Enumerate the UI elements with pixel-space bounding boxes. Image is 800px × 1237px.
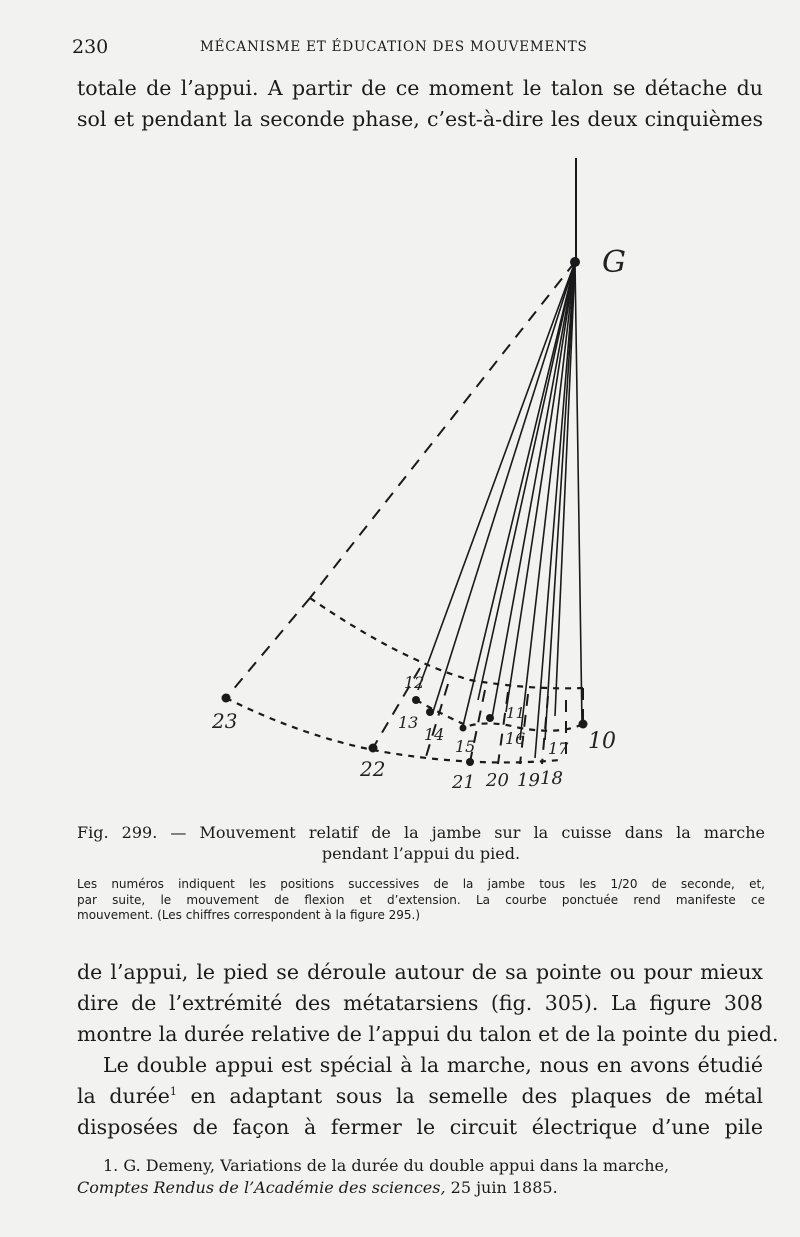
label-18: 18 xyxy=(540,768,563,789)
point-14 xyxy=(460,725,467,732)
text-line: disposées de façon à fermer le circuit électrique d’une pile xyxy=(77,1115,763,1139)
text-line: Le double appui est spécial à la marche, nous en avons étudié xyxy=(103,1053,763,1077)
label-10: 10 xyxy=(588,729,616,754)
top-paragraph xyxy=(77,73,763,135)
leg-movement-diagram xyxy=(0,150,800,810)
text-fragment: la durée xyxy=(77,1084,170,1108)
text-line: montre la durée relative de l’appui du talon et de la pointe du pied. xyxy=(77,1022,779,1046)
label-22: 22 xyxy=(360,757,386,781)
label-21: 21 xyxy=(452,772,475,793)
point-10 xyxy=(579,720,588,729)
text-line: de l’appui, le pied se déroule autour de sa pointe ou pour mieux xyxy=(77,960,763,984)
note-line: Les numéros indiquent les positions successives de la jambe tous les 1/20 de seconde, et, xyxy=(77,877,765,891)
leg-line xyxy=(433,262,575,712)
text-line: totale de l’appui. A partir de ce moment le talon se détache du xyxy=(77,76,763,100)
point-22 xyxy=(369,744,378,753)
caption-line: pendant l’appui du pied. xyxy=(321,844,521,863)
figure-299 xyxy=(0,150,800,810)
label-17: 17 xyxy=(548,739,569,758)
leg-line xyxy=(492,262,575,718)
dashed-leg-line xyxy=(425,684,448,760)
point-11 xyxy=(486,714,494,722)
running-title: MÉCANISME ET ÉDUCATION DES MOUVEMENTS xyxy=(200,39,588,55)
text-line xyxy=(77,1081,763,1112)
label-20: 20 xyxy=(486,770,509,791)
page-header xyxy=(72,36,762,60)
label-16: 16 xyxy=(505,729,526,748)
figure-caption xyxy=(77,822,765,864)
point-23 xyxy=(222,694,231,703)
footnote-ref[interactable]: 1 xyxy=(169,1085,177,1099)
leg-line xyxy=(520,262,575,740)
leg-line xyxy=(575,262,582,724)
leg-line xyxy=(478,262,575,700)
footnote-date: 25 juin 1885. xyxy=(445,1178,558,1197)
label-13: 13 xyxy=(398,713,419,732)
label-14: 14 xyxy=(424,725,445,744)
dashed-leg-line xyxy=(226,598,310,698)
footnote-line: 1. G. Demeny, Variations de la durée du double appui dans la marche, xyxy=(103,1156,670,1175)
label-19: 19 xyxy=(517,770,540,791)
leg-position-lines xyxy=(418,262,582,758)
footnote xyxy=(77,1155,767,1199)
note-line: par suite, le mouvement de flexion et d’extension. La courbe ponctuée rend manifeste ce xyxy=(77,892,765,907)
label-12: 12 xyxy=(404,673,425,692)
leg-line xyxy=(535,262,575,758)
journal-title: Comptes Rendus de l’Académie des sciences, xyxy=(77,1178,446,1197)
dashed-leg-line xyxy=(498,692,508,764)
point-12 xyxy=(412,696,420,704)
page-number: 230 xyxy=(72,36,109,58)
label-15: 15 xyxy=(455,737,476,756)
label-11: 11 xyxy=(506,704,526,722)
figure-note xyxy=(77,877,765,924)
text-fragment: en adaptant sous la semelle des plaques de métal xyxy=(176,1084,763,1108)
text-line: dire de l’extrémité des métatarsiens (fig. 305). La figure 308 xyxy=(77,991,763,1015)
note-line: mouvement. (Les chiffres correspondent à la figure 295.) xyxy=(77,908,421,922)
label-23: 23 xyxy=(212,709,238,733)
text-line: sol et pendant la seconde phase, c’est-à-dire les deux cinquièmes xyxy=(77,107,763,131)
point-13 xyxy=(426,708,434,716)
footnote-line xyxy=(77,1177,767,1199)
caption-line: Fig. 299. — Mouvement relatif de la jambe sur la cuisse dans la marche xyxy=(77,823,765,842)
label-g: G xyxy=(602,245,626,280)
point-21 xyxy=(466,758,474,766)
continuation-paragraph xyxy=(77,957,779,1143)
